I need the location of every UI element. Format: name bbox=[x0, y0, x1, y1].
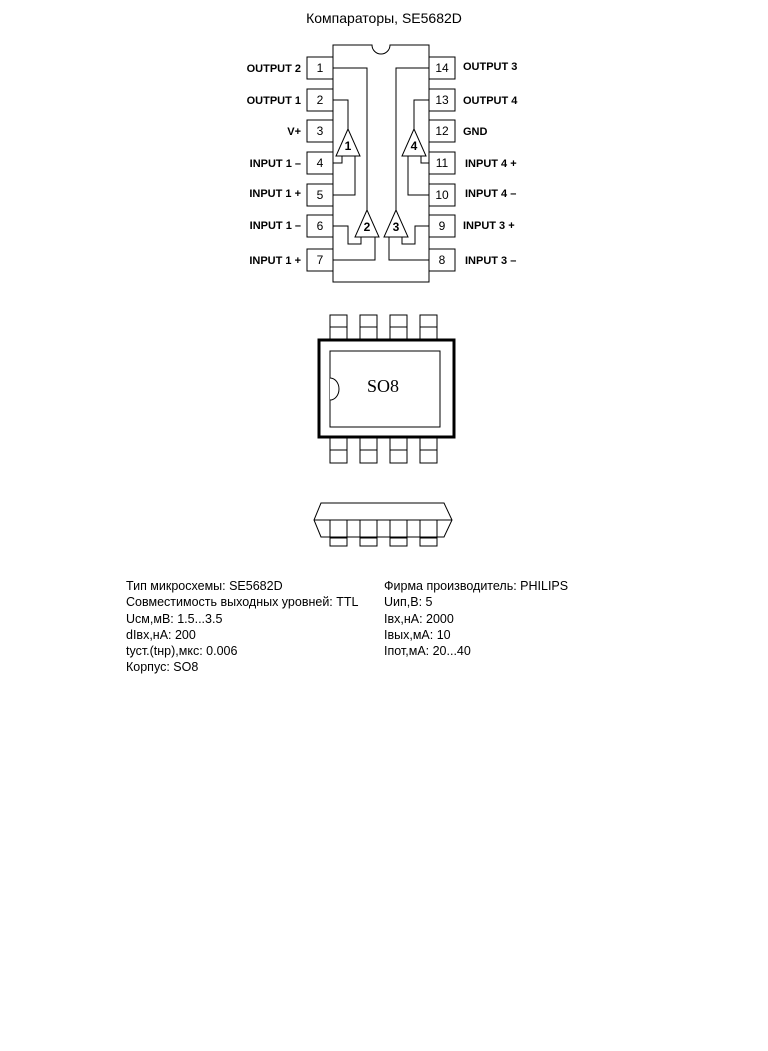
spec-offset-voltage: Uсм,мВ: 1.5...3.5 bbox=[126, 611, 223, 626]
pin-num-5: 5 bbox=[316, 188, 324, 202]
wire-in2-pos bbox=[333, 237, 375, 260]
package-label: SO8 bbox=[366, 376, 400, 396]
dip-package-body bbox=[333, 45, 429, 282]
comparator-3-label: 3 bbox=[392, 220, 400, 234]
pin-label-8: INPUT 3 – bbox=[465, 255, 517, 267]
wire-in4-pos bbox=[421, 156, 429, 163]
wire-in1-neg bbox=[333, 156, 342, 163]
so8-notch bbox=[330, 378, 339, 400]
wire-out4 bbox=[414, 100, 429, 129]
comparator-4-label: 4 bbox=[410, 139, 418, 153]
pin-num-11: 11 bbox=[435, 156, 449, 170]
comparator-2-label: 2 bbox=[363, 220, 371, 234]
comparator-1-label: 1 bbox=[344, 139, 352, 153]
pin-label-5: INPUT 1 + bbox=[249, 188, 301, 200]
pin-label-14: OUTPUT 3 bbox=[463, 61, 518, 73]
pin-label-2: OUTPUT 1 bbox=[246, 95, 301, 107]
pin-num-12: 12 bbox=[435, 124, 449, 138]
pin-num-1: 1 bbox=[316, 61, 324, 75]
spec-manufacturer: Фирма производитель: PHILIPS bbox=[384, 579, 569, 593]
pin-num-13: 13 bbox=[435, 93, 449, 107]
specs-left bbox=[126, 578, 358, 676]
pin-num-8: 8 bbox=[438, 253, 446, 267]
so8-side-lead-3 bbox=[390, 520, 407, 546]
pin-label-13: OUTPUT 4 bbox=[463, 95, 518, 107]
pin-label-6: INPUT 1 – bbox=[249, 220, 301, 232]
pin-label-11: INPUT 4 + bbox=[465, 158, 517, 170]
pin-num-14: 14 bbox=[435, 61, 449, 75]
wire-in4-neg bbox=[408, 156, 429, 195]
pin-num-9: 9 bbox=[438, 219, 446, 233]
spec-package: Корпус: SO8 bbox=[126, 660, 199, 675]
wire-in2-neg bbox=[333, 226, 361, 244]
pin-label-12: GND bbox=[463, 126, 488, 138]
pin-label-10: INPUT 4 – bbox=[465, 188, 517, 200]
wire-in1-pos bbox=[333, 156, 355, 195]
pin-num-7: 7 bbox=[316, 253, 324, 267]
wire-in3-pos bbox=[402, 226, 429, 244]
pin-label-9: INPUT 3 + bbox=[463, 220, 515, 232]
pin-label-7: INPUT 1 + bbox=[249, 255, 301, 267]
spec-supply-voltage: Uип,В: 5 bbox=[384, 595, 433, 610]
spec-response-time: tуст.(tнр),мкс: 0.006 bbox=[126, 644, 238, 659]
pin-num-3: 3 bbox=[316, 124, 324, 138]
so8-side-lead-1 bbox=[330, 520, 347, 546]
pin-label-4: INPUT 1 – bbox=[249, 158, 301, 170]
pin-num-10: 10 bbox=[435, 188, 449, 202]
spec-supply-current: Iпот,мА: 20...40 bbox=[384, 644, 471, 659]
pin-num-4: 4 bbox=[316, 156, 324, 170]
spec-input-current: Iвх,нА: 2000 bbox=[384, 611, 454, 626]
so8-side-lead-4 bbox=[420, 520, 437, 546]
pin-label-3: V+ bbox=[287, 126, 301, 138]
specs-right bbox=[384, 578, 568, 659]
wire-in3-neg bbox=[389, 237, 429, 260]
pin-num-6: 6 bbox=[316, 219, 324, 233]
wire-out1 bbox=[333, 100, 348, 129]
so8-side-lead-2 bbox=[360, 520, 377, 546]
spec-output-compat: Совместимость выходных уровней: TTL bbox=[126, 595, 359, 610]
pin-num-2: 2 bbox=[316, 93, 324, 107]
spec-output-current: Iвых,мА: 10 bbox=[384, 627, 451, 642]
pin-label-1: OUTPUT 2 bbox=[246, 63, 301, 75]
spec-chip-type: Тип микросхемы: SE5682D bbox=[126, 579, 283, 593]
page-title: Компараторы, SE5682D bbox=[306, 10, 462, 26]
spec-input-offset-current: dIвх,нА: 200 bbox=[126, 627, 196, 642]
